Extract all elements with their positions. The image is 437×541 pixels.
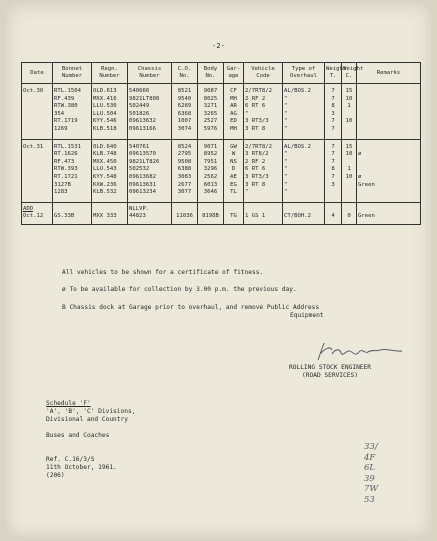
t-cell (325, 84, 342, 140)
body-cell (198, 139, 224, 202)
chassis-prefix: NLLVP. (129, 205, 150, 212)
garage-value: W (231, 151, 236, 158)
bonnet-value: RT.1626 (54, 151, 78, 158)
handwritten-tally (364, 442, 378, 505)
garage-cell (224, 84, 244, 140)
type-value: CT/BOH.2 (284, 213, 311, 220)
body-value: 8952 (203, 151, 218, 158)
schedule-code: (206) (46, 472, 65, 479)
code-cell (244, 139, 283, 202)
code-value: 1 GS 1 (245, 213, 266, 220)
regn-value: LLU.543 (93, 166, 117, 173)
bonnet-value: 3127B (54, 181, 71, 188)
body-value: 5976 (203, 125, 218, 132)
schedule-divisions: 'A', 'B', 'C' Divisions, (46, 408, 136, 415)
chassis-value: 44823 (129, 213, 146, 220)
type-value: " (284, 95, 288, 102)
c-cell (342, 202, 357, 224)
remarks-value: Green (358, 181, 375, 188)
chassis-cell (128, 202, 172, 224)
col-header: Regn. Number (92, 63, 128, 84)
c-value (343, 126, 355, 134)
code-value: 2 RF 2 (245, 158, 266, 165)
handwritten-line: 7W (364, 484, 379, 494)
code-value: 2/7RT8/2 (245, 88, 272, 94)
regn-value: KYY.546 (93, 118, 117, 125)
note-equipment: Equipment (290, 312, 324, 319)
col-header: Vehicle Code (244, 63, 283, 84)
garage-value: MH (230, 125, 237, 132)
schedule-block (46, 400, 135, 480)
table-row (22, 84, 421, 140)
co-value: 6289 (177, 103, 192, 110)
co-value: 3083 (177, 173, 192, 180)
code-value: 6 RT 6 (245, 166, 266, 173)
regn-cell (92, 139, 128, 202)
col-header: Bonnet Number (53, 63, 92, 84)
c-value: 10 (345, 151, 353, 158)
handwritten-line: 33/ (364, 442, 378, 452)
type-value: " (284, 173, 288, 180)
body-cell (198, 84, 224, 140)
garage-value: CF (230, 88, 237, 94)
co-value: 3077 (177, 189, 192, 196)
chassis-value: 501826 (129, 110, 150, 117)
body-value: 7951 (203, 158, 218, 165)
garage-value: MH (230, 95, 237, 102)
col-header: Remarks (357, 63, 421, 84)
bonnet-value: RTL.1531 (54, 143, 81, 150)
body-value: 8025 (203, 95, 218, 102)
c-value: 0 (347, 213, 351, 220)
chassis-value: 09613631 (129, 181, 156, 188)
garage-value: NS (230, 158, 237, 165)
handwritten-line: 6L (364, 463, 376, 473)
type-cell (283, 202, 325, 224)
co-value: 6388 (177, 166, 192, 173)
c-value: 1 (347, 103, 351, 110)
date-cell (22, 202, 53, 224)
co-value: 3074 (177, 125, 192, 132)
regn-cell (92, 202, 128, 224)
bonnet-value: RT.1719 (54, 118, 78, 125)
t-value: 7 (331, 173, 335, 180)
t-value: 7 (331, 158, 335, 165)
table-group (22, 84, 421, 140)
chassis-value: 9821LT826 (129, 158, 160, 165)
schedule-date: 11th October, 1961. (46, 464, 117, 471)
body-value: 3646 (203, 189, 218, 196)
garage-value: TL (230, 189, 237, 196)
body-value: 8198B (202, 213, 219, 220)
t-value: 3 (331, 110, 335, 117)
chassis-value: 09613166 (129, 125, 156, 132)
type-value: AL/BOS.2 (284, 88, 311, 94)
t-value: 7 (331, 95, 335, 102)
regn-value: OLD.613 (93, 88, 117, 94)
date-cell (22, 139, 53, 202)
co-value: 2795 (177, 151, 192, 158)
garage-value: AG (230, 110, 237, 117)
c-value: 15 (345, 143, 353, 150)
c-cell (342, 139, 357, 202)
chassis-value: 540666 (129, 88, 150, 94)
code-value: 2 RF 2 (245, 95, 266, 102)
t-cell (325, 139, 342, 202)
body-value: 9071 (203, 143, 218, 150)
bonnet-value: RTW.393 (54, 166, 78, 173)
remarks-cell (357, 202, 421, 224)
chassis-value: 09613570 (129, 151, 156, 158)
garage-cell (224, 139, 244, 202)
t-value: 8 (331, 103, 335, 110)
type-value: " (284, 158, 288, 165)
type-value: " (284, 110, 288, 117)
table-group (22, 139, 421, 202)
schedule-scope: Divisional and Country (46, 416, 128, 423)
code-value: " (245, 110, 249, 117)
type-cell (283, 139, 325, 202)
handwritten-line: 39 (364, 473, 375, 484)
co-value: 9508 (177, 158, 192, 165)
regn-value: LLU.504 (93, 110, 117, 117)
bonnet-cell (53, 139, 92, 202)
remarks-value (358, 103, 419, 111)
c-cell (342, 84, 357, 140)
c-value: 10 (345, 173, 353, 180)
co-cell (172, 202, 198, 224)
col-header: Type of Overhaul (283, 63, 325, 84)
add-label: ADD (23, 205, 34, 212)
type-value: " (284, 118, 288, 125)
c-value: 10 (345, 118, 353, 125)
schedule-title: Schedule 'F' (46, 400, 91, 407)
code-cell (244, 84, 283, 140)
bonnet-value: RT.1721 (54, 173, 78, 180)
regn-value: KLB.748 (93, 151, 117, 158)
page-number: -2- (212, 42, 225, 50)
date-value: Oct.31 (23, 143, 44, 150)
code-value: 3 RT 8 (245, 181, 266, 188)
code-cell (244, 202, 283, 224)
remarks-value (358, 166, 419, 174)
remarks-value: Green (358, 213, 375, 220)
garage-value: ED (230, 118, 237, 125)
garage-value: AE (230, 173, 237, 180)
t-value: 4 (331, 213, 335, 220)
body-value: 6013 (203, 181, 218, 188)
bonnet-value: 354 (54, 110, 65, 117)
regn-value: MXX.450 (93, 158, 117, 165)
bonnet-cell (53, 202, 92, 224)
code-value: 3 RT8/2 (245, 151, 269, 158)
body-value: 2527 (203, 118, 218, 125)
regn-value: MXX.416 (93, 95, 117, 102)
bonnet-value: 1269 (54, 125, 68, 132)
handwritten-line: 4F (364, 452, 376, 463)
remarks-cell (357, 139, 421, 202)
c-value: 1 (347, 166, 351, 173)
co-cell (172, 84, 198, 140)
chassis-value: 09613632 (129, 118, 156, 125)
date-cell (22, 84, 53, 140)
schedule-reference: Ref. C.16/3/S (46, 456, 95, 463)
date-value: Oct.12 (23, 213, 44, 220)
remarks-value (358, 111, 419, 119)
code-value: " (245, 189, 249, 196)
regn-value: OLD.640 (93, 143, 117, 150)
remarks-value (358, 88, 419, 96)
chassis-value: 540761 (129, 143, 150, 150)
chassis-value: 502449 (129, 103, 150, 110)
bonnet-value: RF.439 (54, 95, 75, 102)
overhaul-table (21, 62, 421, 225)
regn-cell (92, 84, 128, 140)
note-certificate: All vehicles to be shown for a certificate of fitness. (62, 269, 264, 276)
type-value: " (284, 189, 288, 196)
note-chassis-dock: B Chassis dock at Garage prior to overhaul, and remove Public Address (62, 304, 320, 311)
t-value: 7 (331, 151, 335, 158)
garage-value: EG (230, 181, 237, 188)
remarks-value (358, 126, 419, 134)
bonnet-cell (53, 84, 92, 140)
co-value: 6368 (177, 110, 192, 117)
co-cell (172, 139, 198, 202)
bonnet-value: RTL.1504 (54, 88, 81, 94)
regn-value: KLB.518 (93, 125, 117, 132)
body-value: 9087 (203, 88, 218, 94)
type-value: " (284, 151, 288, 158)
co-value: 2677 (177, 181, 192, 188)
signature (310, 340, 410, 364)
co-value: 1007 (177, 118, 192, 125)
garage-value: TG (230, 213, 237, 220)
type-value: " (284, 181, 288, 188)
table-row (22, 202, 421, 224)
signoff-department: (ROAD SERVICES) (302, 372, 358, 379)
chassis-cell (128, 139, 172, 202)
t-value: 7 (331, 143, 335, 150)
col-header: Gar-age (224, 63, 244, 84)
garage-value: AR (230, 103, 237, 110)
col-header: Weight C. (342, 63, 357, 84)
c-value: 10 (345, 95, 353, 102)
code-value: 3 RT 8 (245, 125, 266, 132)
col-header: Chassis Number (128, 63, 172, 84)
t-value: 3 (331, 181, 335, 188)
t-value: 7 (331, 88, 335, 94)
remarks-value: ø (358, 173, 362, 180)
t-value: 7 (331, 118, 335, 125)
type-value: " (284, 103, 288, 110)
regn-value: KLB.532 (93, 189, 117, 196)
chassis-value: 9821LT808 (129, 95, 160, 102)
c-value (343, 159, 355, 167)
col-header: Body No. (198, 63, 224, 84)
regn-value: KXW.236 (93, 181, 117, 188)
signoff-block (250, 364, 410, 380)
bonnet-value: RF.473 (54, 158, 75, 165)
handwritten-line: 53 (364, 494, 375, 505)
co-value: 8524 (177, 143, 192, 150)
body-cell (198, 202, 224, 224)
regn-value: KYY.548 (93, 173, 117, 180)
co-value: 8521 (177, 88, 192, 94)
type-cell (283, 84, 325, 140)
table-group (22, 202, 421, 224)
date-value: Oct.30 (23, 88, 44, 94)
body-value: 2562 (203, 173, 218, 180)
t-value: 7 (331, 125, 335, 132)
note-collection: ø To be available for collection by 3.00 p.m. the previous day. (62, 286, 297, 293)
remarks-value (358, 118, 419, 126)
c-value (343, 111, 355, 119)
t-value (326, 189, 340, 197)
signoff-title: ROLLING STOCK ENGINEER (289, 364, 371, 371)
code-value: 3 RT3/3 (245, 118, 269, 125)
t-value: 8 (331, 166, 335, 173)
bonnet-value: 1283 (54, 189, 68, 196)
col-header: C.O. No. (172, 63, 198, 84)
table-header-row (22, 63, 421, 84)
bonnet-value: GS.33B (54, 213, 75, 220)
code-value: 6 RT 6 (245, 103, 266, 110)
col-header: Date (22, 63, 53, 84)
chassis-value: 502532 (129, 166, 150, 173)
type-value: AL/BOS.2 (284, 143, 311, 150)
t-cell (325, 202, 342, 224)
co-value: 11036 (176, 213, 193, 220)
chassis-cell (128, 84, 172, 140)
garage-cell (224, 202, 244, 224)
type-value: " (284, 166, 288, 173)
regn-value: MXX 333 (93, 213, 117, 220)
body-value: 3271 (203, 103, 218, 110)
body-value: 3296 (203, 166, 218, 173)
garage-value: GW (230, 143, 237, 150)
remarks-value: ø (358, 151, 362, 158)
bonnet-value: RTW.380 (54, 103, 78, 110)
col-header: Weight T. (325, 63, 342, 84)
chassis-value: 09613234 (129, 189, 156, 196)
code-value: 3 RT3/3 (245, 173, 269, 180)
remarks-value (358, 96, 419, 104)
code-value: 2/7RT8/2 (245, 143, 272, 150)
remarks-value (358, 189, 419, 197)
chassis-value: 09613682 (129, 173, 156, 180)
remarks-value (358, 159, 419, 167)
remarks-cell (357, 84, 421, 140)
remarks-value (358, 144, 419, 152)
table-row (22, 139, 421, 202)
body-value: 3265 (203, 110, 218, 117)
type-value: " (284, 125, 288, 132)
c-value: 15 (345, 88, 353, 94)
schedule-vehicles: Buses and Coaches (46, 432, 110, 439)
c-value (343, 189, 355, 197)
co-value: 9540 (177, 95, 192, 102)
garage-value: D (231, 166, 236, 173)
regn-value: LLU.530 (93, 103, 117, 110)
c-value (343, 182, 355, 190)
